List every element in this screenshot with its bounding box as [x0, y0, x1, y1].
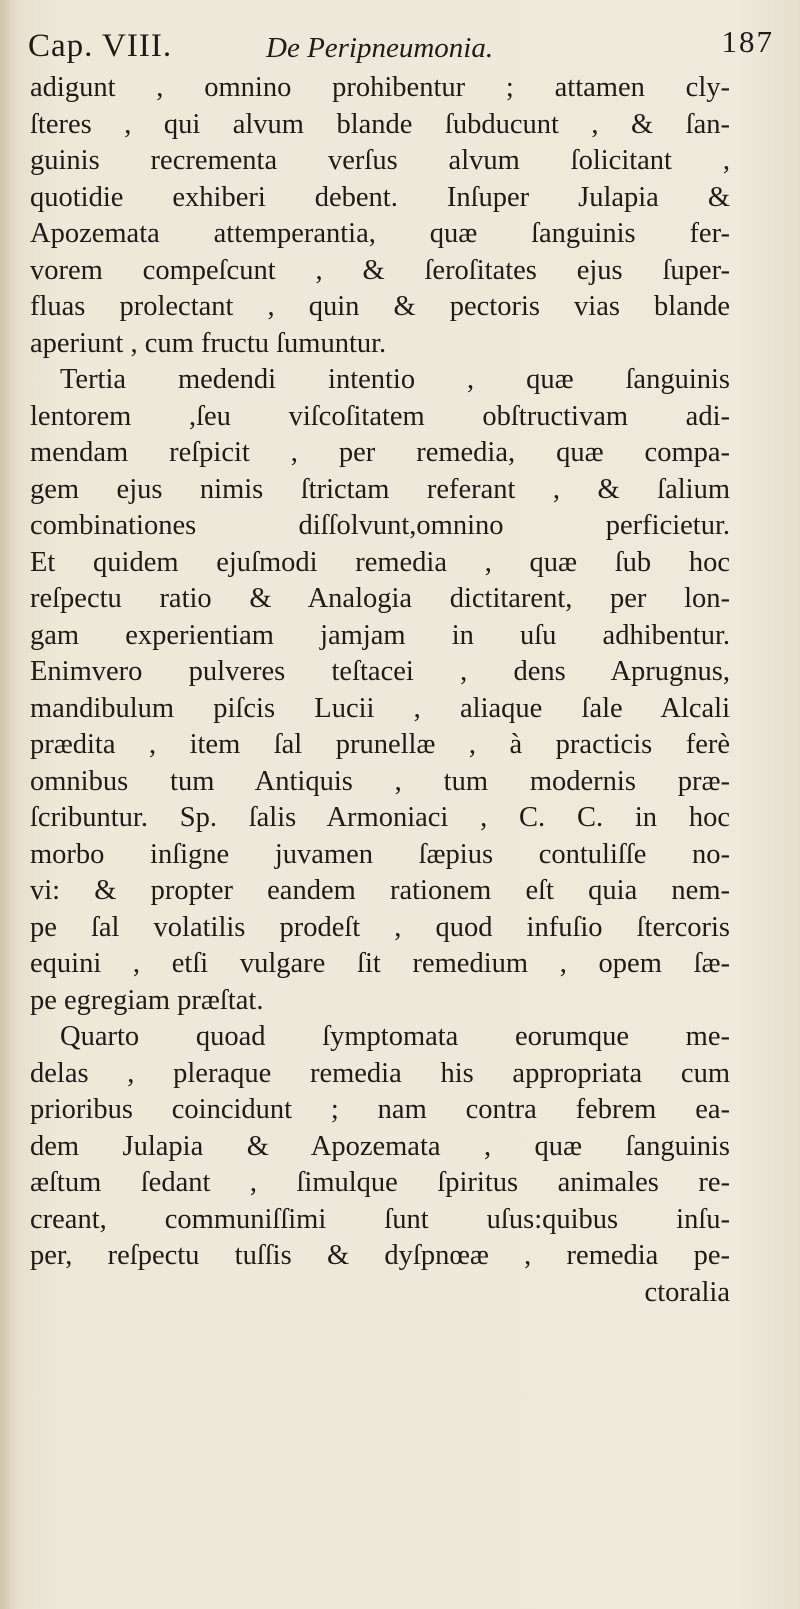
text-line: mendam reſpicit , per remedia, quæ compa-: [30, 437, 730, 468]
text-line: vi: & propter eandem rationem eſt quia nem-: [30, 875, 730, 906]
text-line: per, reſpectu tuſſis & dyſpnœæ , remedia pe-: [30, 1240, 730, 1271]
text-line-paragraph-end: pe egregiam præſtat.: [30, 984, 264, 1016]
text-line: guinis recrementa verſus alvum ſolicitant ,: [30, 145, 730, 176]
text-line: prioribus coincidunt ; nam contra febrem ea-: [30, 1094, 730, 1125]
chapter-title: De Peripneumonia.: [266, 32, 494, 64]
text-line: mandibulum piſcis Lucii , aliaque ſale Alcali: [30, 692, 730, 724]
text-line: equini , etſi vulgare ſit remedium , opem ſæ-: [30, 948, 730, 979]
text-line: omnibus tum Antiquis , tum modernis præ-: [30, 765, 730, 797]
text-line: gam experientiam jamjam in uſu adhibentur.: [30, 619, 730, 651]
text-line: Enimvero pulveres teſtacei , dens Aprugnus,: [30, 656, 730, 687]
text-line: adigunt , omnino prohibentur ; attamen cly-: [30, 72, 730, 103]
text-line: ſteres , qui alvum blande ſubducunt , & ſan-: [30, 108, 730, 140]
catchword: ctoralia: [644, 1276, 730, 1308]
chapter-running-head: Cap. VIII.: [28, 28, 173, 64]
text-line: Et quidem ejuſmodi remedia , quæ ſub hoc: [30, 546, 730, 578]
text-line: creant, communiſſimi ſunt uſus:quibus inſu-: [30, 1203, 730, 1235]
text-line: Apozemata attemperantia, quæ ſanguinis fer-: [30, 218, 730, 249]
text-line: pe ſal volatilis prodeſt , quod infuſio ſtercoris: [30, 911, 730, 943]
page-number: 187: [721, 24, 774, 59]
text-line-paragraph-end: aperiunt , cum fructu ſumuntur.: [30, 327, 387, 359]
page-header: [16, 24, 774, 74]
text-line: ſcribuntur. Sp. ſalis Armoniaci , C. C. in hoc: [30, 802, 730, 833]
text-line: morbo inſigne juvamen ſæpius contuliſſe no-: [30, 838, 730, 870]
text-line: reſpectu ratio & Analogia dictitarent, per lon-: [30, 583, 730, 614]
text-line: vorem compeſcunt , & ſeroſitates ejus ſuper-: [30, 254, 730, 286]
text-line: æſtum ſedant , ſimulque ſpiritus animales re-: [30, 1167, 730, 1198]
text-line: delas , pleraque remedia his appropriata cum: [30, 1057, 730, 1089]
text-line-paragraph-start: Tertia medendi intentio , quæ ſanguinis: [60, 364, 730, 395]
text-line: gem ejus nimis ſtrictam referant , & ſalium: [30, 473, 730, 505]
text-line: prædita , item ſal prunellæ , à practicis ferè: [30, 729, 730, 760]
text-line-paragraph-start: Quarto quoad ſymptomata eorumque me-: [60, 1021, 730, 1052]
text-line: lentorem ,ſeu viſcoſitatem obſtructivam adi-: [30, 400, 730, 432]
text-line: quotidie exhiberi debent. Inſuper Julapia &: [30, 181, 730, 213]
text-line: fluas prolectant , quin & pectoris vias blande: [30, 291, 730, 322]
text-line: dem Julapia & Apozemata , quæ ſanguinis: [30, 1130, 730, 1162]
body-text: [30, 70, 730, 1311]
binding-gutter: [0, 0, 12, 1609]
text-line: combinationes diſſolvunt,omnino perficietur.: [30, 510, 730, 541]
